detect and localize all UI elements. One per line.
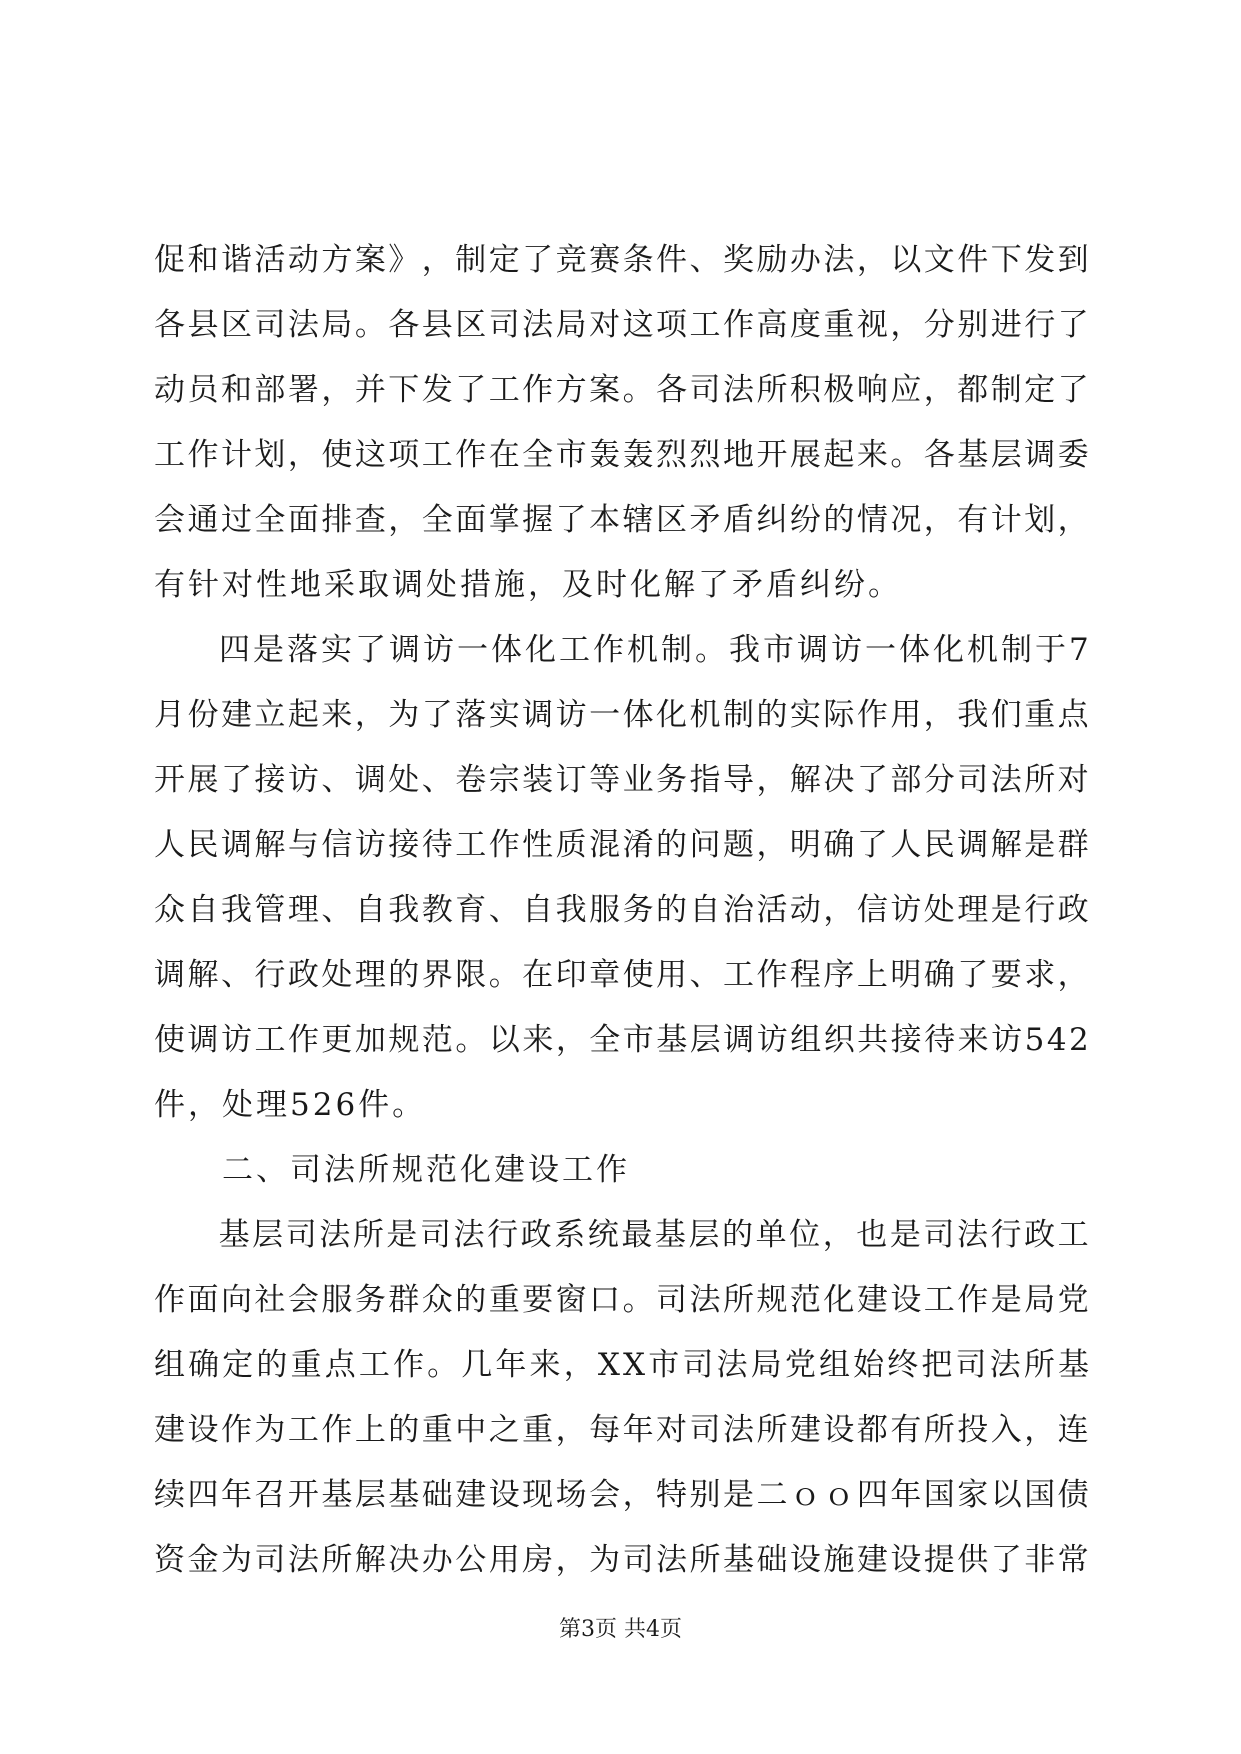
text-line: 人 民 调 解 与 信 访 接 待 工 作 性 质 混 淆 的 问 题 ， 明 确 了 人 民 调 解 是 群	[154, 827, 1089, 863]
text-line: 会 通 过 全 面 排 查 ， 全 面 掌 握 了 本 辖 区 矛 盾 纠 纷 的 情 况 ， 有 计 划 ，	[154, 502, 1089, 538]
text-line: 续 四 年 召 开 基 层 基 础 建 设 现 场 会 ， 特 别 是 二 ｏ ｏ 四 年 国 家 以 国 债	[154, 1477, 1089, 1513]
text-line: 动 员 和 部 署 ， 并 下 发 了 工 作 方 案 。 各 司 法 所 积 极 响 应 ， 都 制 定 了	[154, 372, 1089, 408]
text-line: 件，处理526件。	[154, 1087, 427, 1123]
text-line: 资 金 为 司 法 所 解 决 办 公 用 房 ， 为 司 法 所 基 础 设 施 建 设 提 供 了 非 常	[154, 1542, 1089, 1578]
text-line: 开 展 了 接 访 、 调 处 、 卷 宗 装 订 等 业 务 指 导 ， 解 决 了 部 分 司 法 所 对	[154, 762, 1089, 798]
text-line: 组 确 定 的 重 点 工 作 。 几 年 来 ， X X 市 司 法 局 党 组 始 终 把 司 法 所 基	[154, 1347, 1089, 1383]
text-line: 促 和 谐 活 动 方 案 》 ， 制 定 了 竞 赛 条 件 、 奖 励 办 法 ， 以 文 件 下 发 到	[154, 242, 1089, 278]
text-line: 使 调 访 工 作 更 加 规 范 。 以 来 ， 全 市 基 层 调 访 组 织 共 接 待 来 访 5 4 2	[154, 1022, 1089, 1058]
page-number-footer: 第3页 共4页	[559, 1617, 682, 1642]
text-line: 四 是 落 实 了 调 访 一 体 化 工 作 机 制 。 我 市 调 访 一 体 化 机 制 于 7	[219, 632, 1089, 668]
text-line: 有针对性地采取调处措施，及时化解了矛盾纠纷。	[154, 567, 902, 603]
text-line: 众 自 我 管 理 、 自 我 教 育 、 自 我 服 务 的 自 治 活 动 ， 信 访 处 理 是 行 政	[154, 892, 1089, 928]
section-heading: 二、司法所规范化建设工作	[154, 1152, 630, 1188]
body-text	[154, 228, 1089, 1593]
text-line: 作 面 向 社 会 服 务 群 众 的 重 要 窗 口 。 司 法 所 规 范 化 建 设 工 作 是 局 党	[154, 1282, 1089, 1318]
text-line: 工 作 计 划 ， 使 这 项 工 作 在 全 市 轰 轰 烈 烈 地 开 展 起 来 。 各 基 层 调 委	[154, 437, 1089, 473]
text-line: 月 份 建 立 起 来 ， 为 了 落 实 调 访 一 体 化 机 制 的 实 际 作 用 ， 我 们 重 点	[154, 697, 1089, 733]
text-line: 调 解 、 行 政 处 理 的 界 限 。 在 印 章 使 用 、 工 作 程 序 上 明 确 了 要 求 ，	[154, 957, 1089, 993]
text-line: 各 县 区 司 法 局 。 各 县 区 司 法 局 对 这 项 工 作 高 度 重 视 ， 分 别 进 行 了	[154, 307, 1089, 343]
text-line: 建 设 作 为 工 作 上 的 重 中 之 重 ， 每 年 对 司 法 所 建 设 都 有 所 投 入 ， 连	[154, 1412, 1089, 1448]
text-line: 基 层 司 法 所 是 司 法 行 政 系 统 最 基 层 的 单 位 ， 也 是 司 法 行 政 工	[218, 1217, 1089, 1253]
